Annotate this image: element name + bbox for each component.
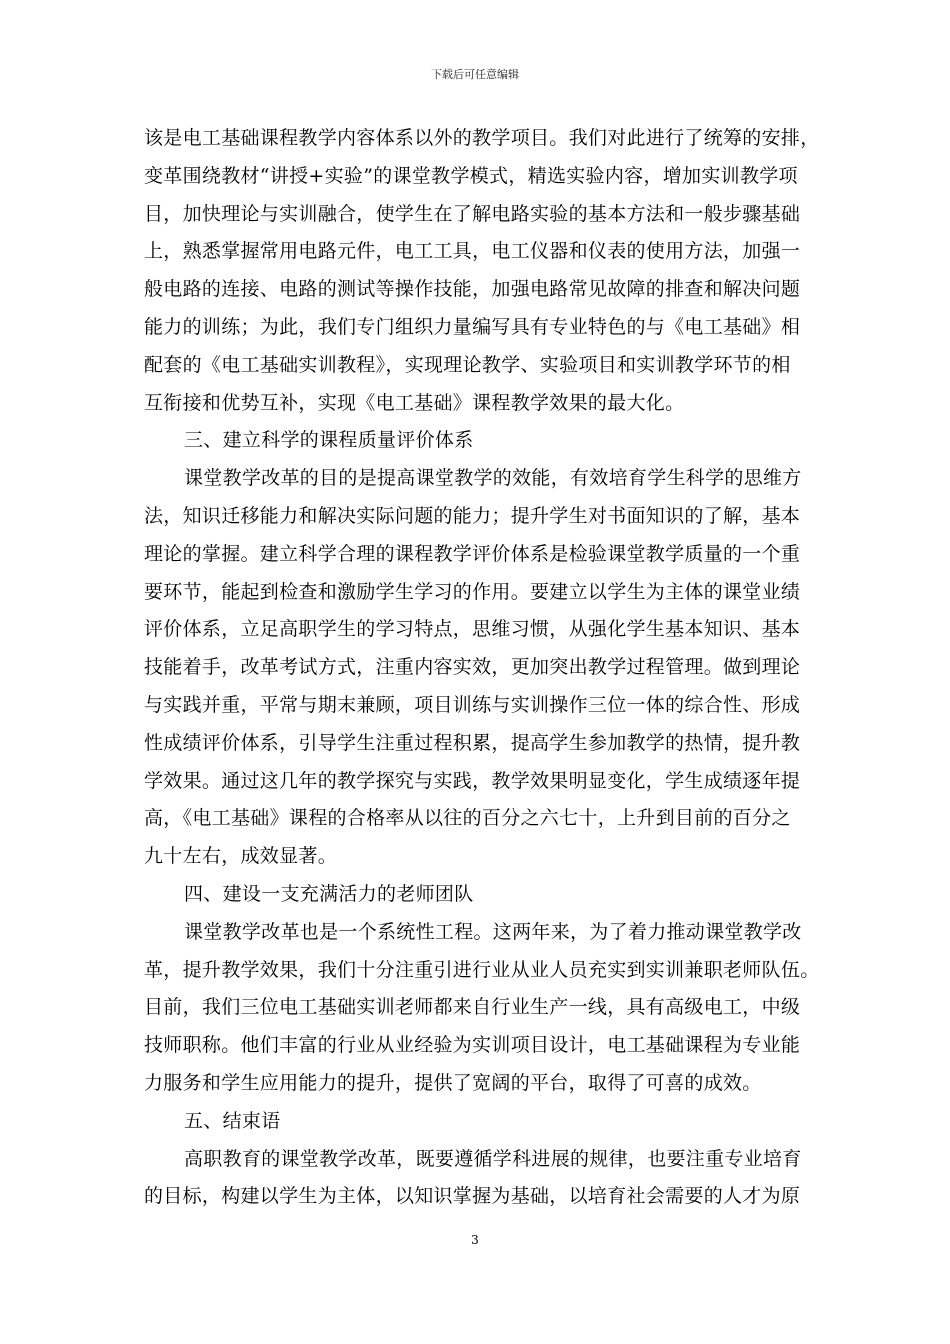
body-line: 理论的掌握。建立科学合理的课程教学评价体系是检验课堂教学质量的一个重 [144,542,801,565]
body-line: 技师职称。他们丰富的行业从业经验为实训项目设计，电工基础课程为专业能 [144,1034,801,1057]
body-line: 力服务和学生应用能力的提升，提供了宽阔的平台，取得了可喜的成效。 [144,1071,762,1094]
body-line: 般电路的连接、电路的测试等操作技能，加强电路常见故障的排查和解决问题 [144,278,801,301]
body-line: 上，熟悉掌握常用电路元件，电工工具，电工仪器和仪表的使用方法，加强一 [144,240,801,263]
body-line: 互衔接和优势互补，实现《电工基础》课程教学效果的最大化。 [144,391,685,414]
body-line: 要环节，能起到检查和激励学生学习的作用。要建立以学生为主体的课堂业绩 [144,580,801,603]
body-line: 九十左右，成效显著。 [144,845,338,868]
paragraph-first-line: 课堂教学改革的目的是提高课堂教学的效能，有效培育学生科学的思维方 [184,467,802,490]
body-line: 该是电工基础课程教学内容体系以外的教学项目。我们对此进行了统筹的安排， [144,127,820,149]
body-line: 学效果。通过这几年的教学探究与实践，教学效果明显变化，学生成绩逐年提 [144,769,801,792]
paragraph-first-line: 高职教育的课堂教学改革，既要遵循学科进展的规律，也要注重专业培育 [184,1147,802,1170]
paragraph-first-line: 课堂教学改革也是一个系统性工程。这两年来，为了着力推动课堂教学改 [184,920,802,943]
body-line: 革，提升教学效果，我们十分注重引进行业从业人员充实到实训兼职老师队伍。 [144,958,820,981]
body-line: 能力的训练；为此，我们专门组织力量编写具有专业特色的与《电工基础》相 [144,315,801,338]
body-line: 目前，我们三位电工基础实训老师都来自行业生产一线，具有高级电工，中级 [144,996,801,1019]
body-line: 性成绩评价体系，引导学生注重过程积累，提高学生参加教学的热情，提升教 [144,731,801,754]
body-line: 评价体系，立足高职学生的学习特点，思维习惯，从强化学生基本知识、基本 [144,618,801,641]
body-line: 变革围绕教材“讲授+实验”的课堂教学模式，精选实验内容，增加实训教学项 [144,164,798,187]
section-heading: 三、建立科学的课程质量评价体系 [184,429,474,452]
body-line: 法，知识迁移能力和解决实际问题的能力；提升学生对书面知识的了解，基本 [144,504,801,527]
section-heading: 四、建设一支充满活力的老师团队 [184,882,474,905]
document-body [144,120,820,1216]
body-line: 与实践并重，平常与期末兼顾，项目训练与实训操作三位一体的综合性、形成 [144,693,801,716]
section-heading: 五、结束语 [184,1109,281,1132]
body-line: 目，加快理论与实训融合，使学生在了解电路实验的基本方法和一般步骤基础 [144,202,801,225]
body-line: 技能着手，改革考试方式，注重内容实效，更加突出教学过程管理。做到理论 [144,656,801,679]
body-line: 配套的《电工基础实训教程》，实现理论教学、实验项目和实训教学环节的相 [144,353,791,376]
page-header: 下载后可任意编辑 [431,68,519,81]
body-line: 高，《电工基础》课程的合格率从以往的百分之六七十，上升到目前的百分之 [144,807,791,830]
page-number: 3 [471,1233,479,1247]
body-line: 的目标，构建以学生为主体，以知识掌握为基础，以培育社会需要的人才为原 [144,1185,801,1208]
